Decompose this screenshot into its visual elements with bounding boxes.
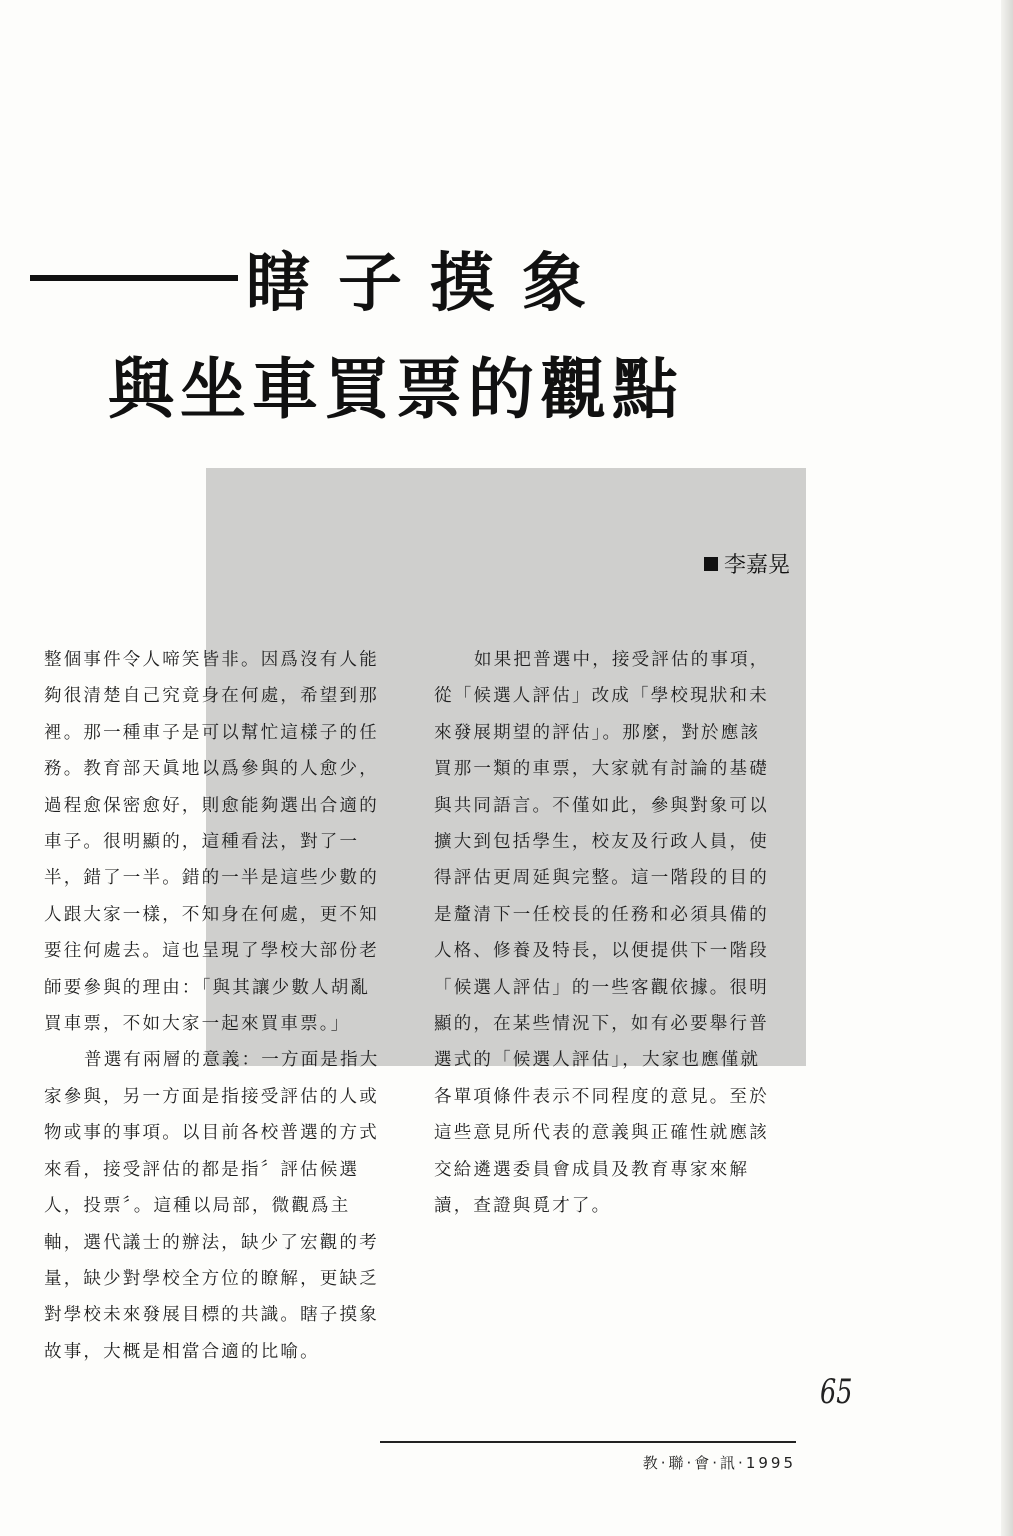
title-line-1 bbox=[30, 238, 730, 321]
text-line: 買車票，不如大家一起來買車票。」 bbox=[44, 1014, 351, 1035]
text-line: 普選有兩層的意義：一方面是指大 bbox=[84, 1050, 380, 1071]
author-name: 李嘉晃 bbox=[723, 553, 790, 578]
text-line: 量，缺少對學校全方位的瞭解，更缺乏 bbox=[44, 1268, 379, 1289]
text-line: 得評估更周延與完整。這一階段的目的 bbox=[434, 868, 769, 889]
page-edge-shadow bbox=[1001, 0, 1013, 1536]
text-line: 對學校未來發展目標的共識。瞎子摸象 bbox=[44, 1305, 379, 1326]
text-line: 裡。那一種車子是可以幫忙這樣子的任 bbox=[44, 722, 379, 743]
text-line: 與共同語言。不僅如此，參與對象可以 bbox=[434, 795, 769, 816]
text-line: 過程愈保密愈好，則愈能夠選出合適的 bbox=[44, 795, 379, 816]
text-line: 半，錯了一半。錯的一半是這些少數的 bbox=[44, 868, 379, 889]
text-line: 人跟大家一樣，不知身在何處，更不知 bbox=[44, 904, 379, 925]
text-line: 家參與，另一方面是指接受評估的人或 bbox=[44, 1086, 379, 1107]
text-line: 人格、修養及特長，以便提供下一階段 bbox=[434, 941, 769, 962]
text-line: 來發展期望的評估」。那麼，對於應該 bbox=[434, 722, 761, 743]
text-line: 擴大到包括學生，校友及行政人員，使 bbox=[434, 832, 769, 853]
text-line: 從「候選人評估」改成「學校現狀和未 bbox=[434, 686, 769, 707]
text-line: 是釐清下一任校長的任務和必須具備的 bbox=[434, 904, 769, 925]
text-line: 師要參與的理由：「與其讓少數人胡亂 bbox=[44, 977, 371, 998]
author-byline bbox=[600, 548, 790, 579]
footer-publication: 教·聯·會·訊·1995 bbox=[642, 1454, 796, 1472]
text-line: 故事，大概是相當合適的比喻。 bbox=[44, 1341, 320, 1362]
text-line: 來看，接受評估的都是指〞評估候選 bbox=[44, 1159, 360, 1180]
text-line: 各單項條件表示不同程度的意見。至於 bbox=[434, 1086, 769, 1107]
text-line: 要往何處去。這也呈現了學校大部份老 bbox=[44, 941, 379, 962]
text-line: 選式的「候選人評估」，大家也應僅就 bbox=[434, 1050, 761, 1071]
title-subtitle: 與坐車買票的觀點 bbox=[108, 351, 684, 428]
footer-rule bbox=[380, 1441, 796, 1443]
text-line: 買那一類的車票，大家就有討論的基礎 bbox=[434, 759, 769, 780]
text-line: 讀，查證與覓才了。 bbox=[434, 1196, 612, 1217]
title-main: 瞎子摸象 bbox=[246, 247, 614, 321]
text-line: 交給遴選委員會成員及教育專家來解 bbox=[434, 1159, 750, 1180]
left-column bbox=[44, 642, 414, 1370]
text-line: 務。教育部天眞地以爲參與的人愈少， bbox=[44, 759, 379, 780]
text-line: 夠很清楚自己究竟身在何處，希望到那 bbox=[44, 686, 379, 707]
text-line: 這些意見所代表的意義與正確性就應該 bbox=[434, 1123, 769, 1144]
text-line: 軸，選代議士的辦法，缺少了宏觀的考 bbox=[44, 1232, 379, 1253]
page-number: 65 bbox=[820, 1372, 853, 1412]
right-column bbox=[434, 642, 804, 1225]
text-line: 整個事件令人啼笑皆非。因爲沒有人能 bbox=[44, 650, 379, 670]
text-line: 顯的，在某些情況下，如有必要舉行普 bbox=[434, 1014, 769, 1035]
text-line: 「候選人評估」的一些客觀依據。很明 bbox=[434, 977, 769, 998]
text-line: 車子。很明顯的，這種看法，對了一 bbox=[44, 832, 360, 853]
text-line: 物或事的事項。以目前各校普選的方式 bbox=[44, 1123, 379, 1144]
square-bullet-icon bbox=[704, 557, 718, 571]
text-line: 人，投票〞。這種以局部，微觀爲主 bbox=[44, 1196, 351, 1217]
title-dash bbox=[30, 275, 238, 281]
text-line: 如果把普選中，接受評估的事項， bbox=[474, 650, 770, 670]
